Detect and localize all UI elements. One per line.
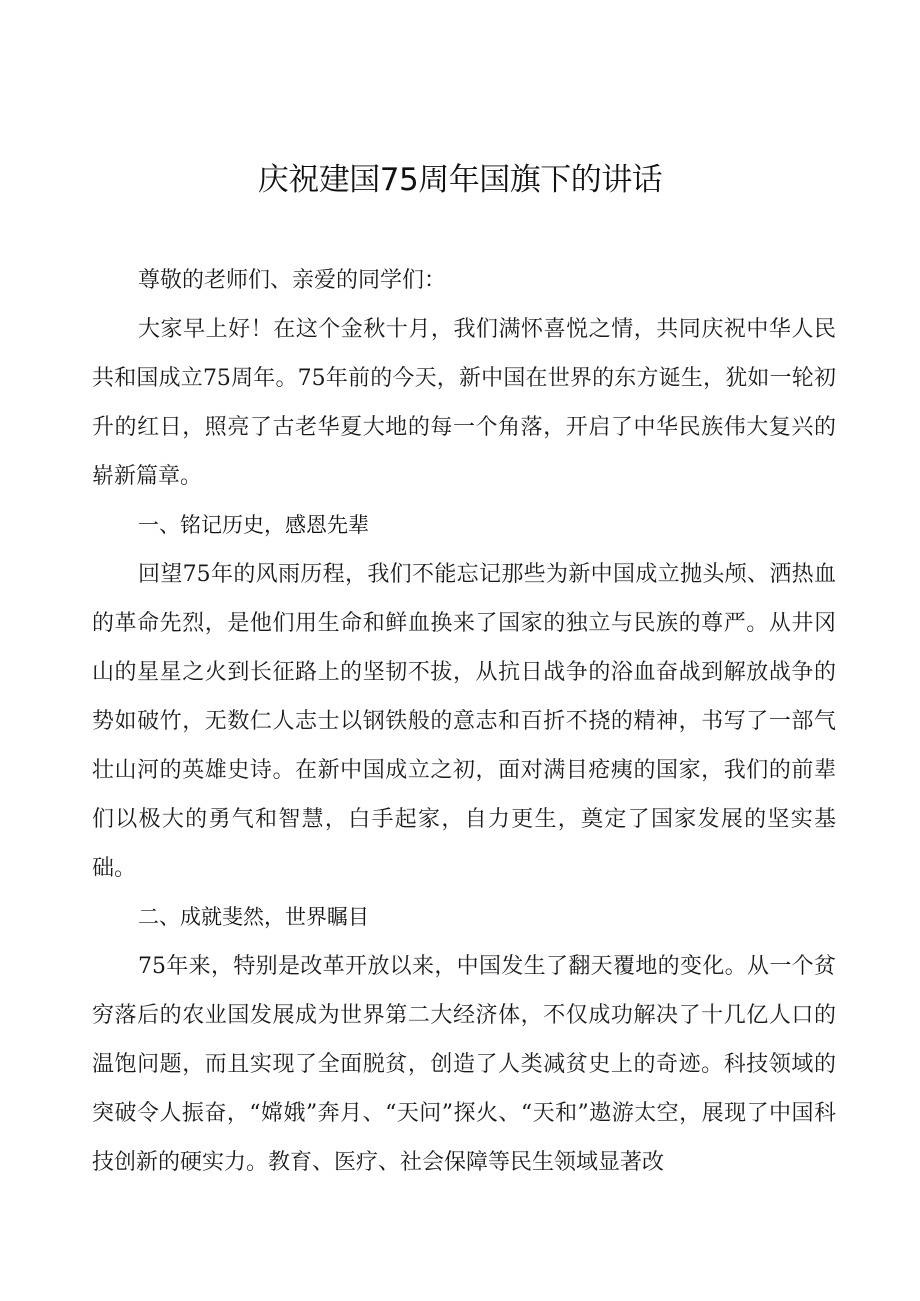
section-heading-1: 一、铭记历史，感恩先辈 xyxy=(138,513,369,537)
section-paragraph-1: 回望75年的风雨历程，我们不能忘记那些为新中国成立抛头颅、洒热血的革命先烈，是他们用生命和鲜血换来了国家的独立与民族的尊严。从井冈山的星星之火到长征路上的坚韧不拔，从抗日战争的浴血奋战到解放战争的势如破竹，无数仁人志士以钢铁般的意志和百折不挠的精神，书写了一部气壮山河的英雄史诗。在新中国成立之初，面对满目疮痍的国家，我们的前辈们以极大的勇气和智慧，白手起家，自力更生，奠定了国家发展的坚实基础。 xyxy=(92,562,836,881)
document-title: 庆祝建国75周年国旗下的讲话 xyxy=(257,162,663,198)
document-body xyxy=(92,256,836,1187)
intro-paragraph: 大家早上好！在这个金秋十月，我们满怀喜悦之情，共同庆祝中华人民共和国成立75周年。75年前的今天，新中国在世界的东方诞生，犹如一轮初升的红日，照亮了古老华夏大地的每一个角落，开启了中华民族伟大复兴的崭新篇章。 xyxy=(92,317,836,489)
salutation: 尊敬的老师们、亲爱的同学们： xyxy=(138,268,447,293)
section-heading-2: 二、成就斐然，世界瞩目 xyxy=(138,905,369,929)
section-paragraph-2: 75年来，特别是改革开放以来，中国发生了翻天覆地的变化。从一个贫穷落后的农业国发展成为世界第二大经济体，不仅成功解决了十几亿人口的温饱问题，而且实现了全面脱贫，创造了人类减贫史上的奇迹。科技领域的突破令人振奋，“嫦娥”奔月、“天问”探火、“天和”遨游太空，展现了中国科技创新的硬实力。教育、医疗、社会保障等民生领域显著改 xyxy=(92,954,836,1175)
